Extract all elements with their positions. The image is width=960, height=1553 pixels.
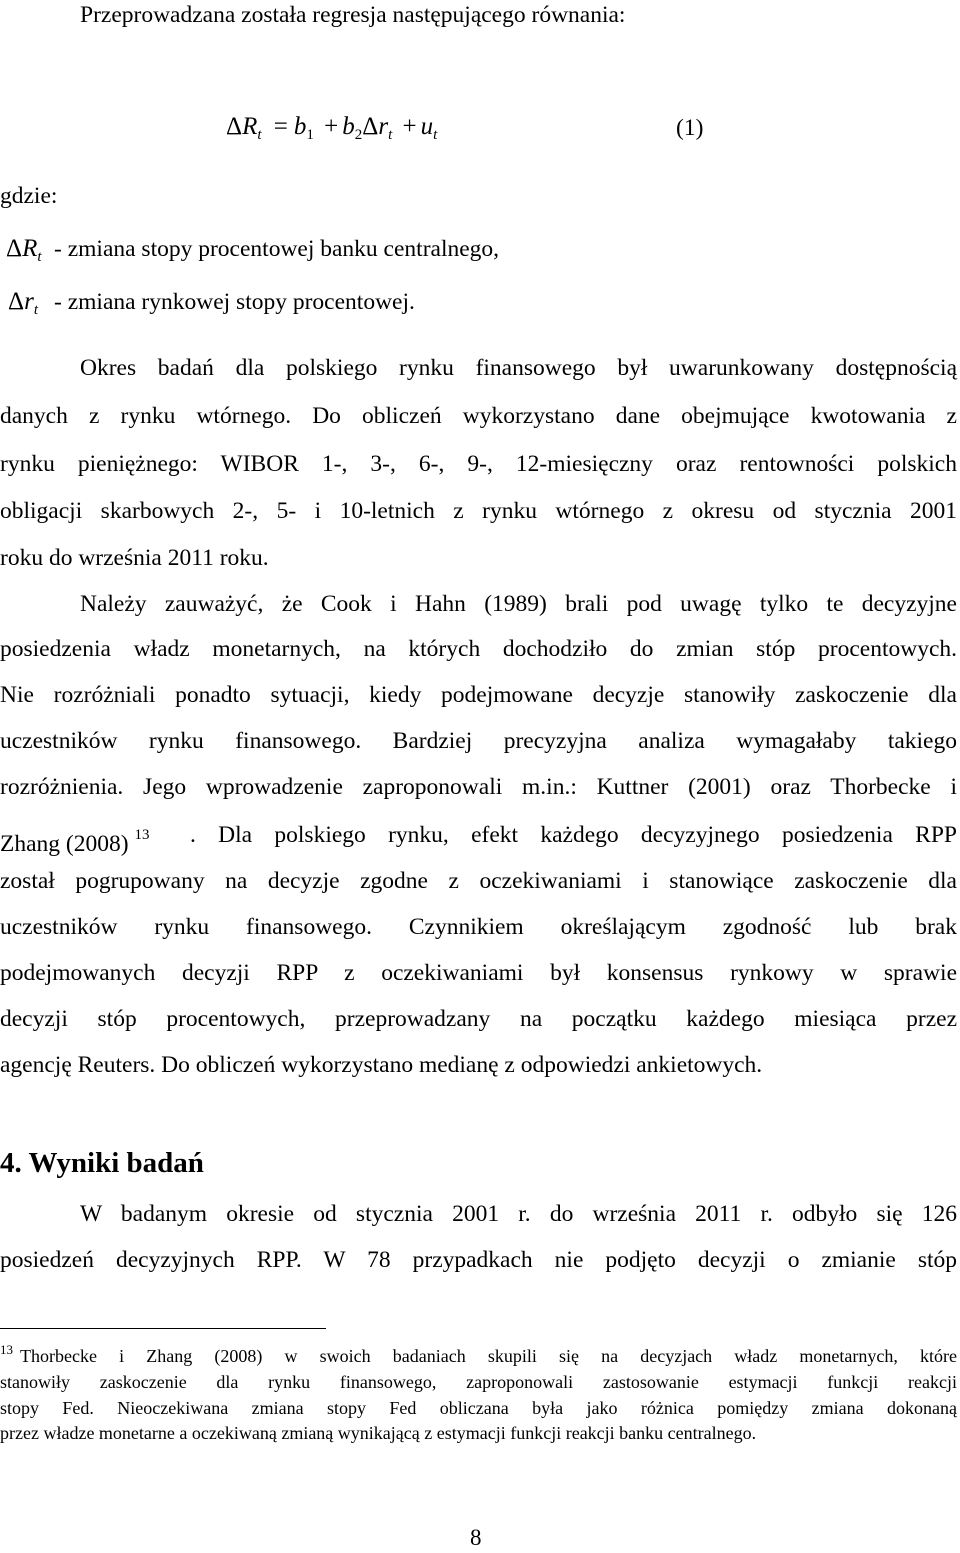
where-label: gdzie: bbox=[0, 183, 58, 209]
page-number: 8 bbox=[470, 1525, 482, 1550]
paragraph-line-with-footnote-ref bbox=[0, 820, 149, 859]
delta-symbol: Δ bbox=[226, 113, 243, 140]
eq-plus: + bbox=[402, 113, 417, 140]
paragraph-line: rozróżnienia. Jego wprowadzenie zaproponowali m.in.: Kuttner (2001) oraz Thorbecke i bbox=[0, 774, 957, 800]
paragraph-line: Należy zauważyć, że Cook i Hahn (1989) brali pod uwagę tylko te decyzyjne bbox=[80, 591, 957, 617]
definition-symbol: $\Delta r_t$ bbox=[8, 288, 38, 318]
paragraph-line: . Dla polskiego rynku, efekt każdego decyzyjnego posiedzenia RPP bbox=[190, 822, 957, 848]
paragraph-line: uczestników rynku finansowego. Bardziej precyzyjna analiza wymagałaby takiego bbox=[0, 728, 957, 754]
paragraph-line: posiedzenia władz monetarnych, na których dochodziło do zmian stóp procentowych. bbox=[0, 636, 957, 662]
paragraph-line: został pogrupowany na decyzje zgodne z oczekiwaniami i stanowiące zaskoczenie dla bbox=[0, 868, 957, 894]
footnote-line: stopy Fed. Nieoczekiwana zmiana stopy Fed obliczana była jako różnica pomiędzy zmiana dokonaną bbox=[0, 1398, 957, 1418]
equation-number: (1) bbox=[676, 115, 704, 141]
definition-symbol: $\Delta R_t$ bbox=[6, 235, 42, 265]
paragraph-line: podejmowanych decyzji RPP z oczekiwaniami był konsensus rynkowy w sprawie bbox=[0, 960, 957, 986]
definition-text: - zmiana stopy procentowej banku centralnego, bbox=[54, 236, 500, 262]
eq-lhs-var: R bbox=[242, 113, 258, 140]
regression-equation bbox=[226, 112, 437, 150]
paragraph-line: Nie rozróżniali ponadto sytuacji, kiedy podejmowane decyzje stanowiły zaskoczenie dla bbox=[0, 682, 957, 708]
eq-b1: b bbox=[293, 113, 307, 140]
footnote-number: 13 bbox=[0, 1342, 13, 1357]
footnote-line: Thorbecke i Zhang (2008) w swoich badaniach skupili się na decyzjach władz monetarnych, które bbox=[20, 1346, 957, 1366]
paragraph-line: uczestników rynku finansowego. Czynnikiem określającym zgodność lub brak bbox=[0, 914, 957, 940]
eq-b2-sub: 2 bbox=[354, 127, 363, 143]
paragraph-line: posiedzeń decyzyjnych RPP. W 78 przypadkach nie podjęto decyzji o zmianie stóp bbox=[0, 1247, 957, 1273]
paragraph-line: rynku pieniężnego: WIBOR 1-, 3-, 6-, 9-, 12-miesięczny oraz rentowności polskich bbox=[0, 451, 957, 477]
paragraph-line: agencję Reuters. Do obliczeń wykorzystano medianę z odpowiedzi ankietowych. bbox=[0, 1052, 763, 1078]
eq-b1-sub: 1 bbox=[306, 127, 314, 143]
footnote-line: przez władze monetarne a oczekiwaną zmianą wynikającą z estymacji funkcji reakcji banku centralnego. bbox=[0, 1423, 757, 1443]
eq-u: u bbox=[420, 113, 434, 140]
eq-equals: = bbox=[273, 113, 288, 140]
eq-lhs-sub: t bbox=[257, 127, 262, 143]
eq-b2: b bbox=[342, 113, 355, 140]
footnote-ref: 13 bbox=[134, 827, 150, 843]
footnote-separator bbox=[0, 1328, 326, 1329]
eq-plus: + bbox=[324, 113, 339, 140]
eq-u-sub: t bbox=[433, 127, 438, 143]
eq-r-sub: t bbox=[388, 127, 393, 143]
footnote-line: stanowiły zaskoczenie dla rynku finansowego, zaproponowali zastosowanie estymacji funkcji reakcji bbox=[0, 1372, 957, 1392]
definition-text: - zmiana rynkowej stopy procentowej. bbox=[54, 289, 415, 315]
paragraph-line: W badanym okresie od stycznia 2001 r. do września 2011 r. odbyło się 126 bbox=[80, 1201, 957, 1227]
paragraph-line: obligacji skarbowych 2-, 5- i 10-letnich z rynku wtórnego z okresu od stycznia 2001 bbox=[0, 498, 957, 524]
paragraph-line: decyzji stóp procentowych, przeprowadzany na początku każdego miesiąca przez bbox=[0, 1006, 957, 1032]
delta-symbol: Δ bbox=[362, 113, 379, 140]
eq-r: r bbox=[378, 113, 389, 140]
section-heading: 4. Wyniki badań bbox=[0, 1147, 204, 1179]
paragraph-line: Okres badań dla polskiego rynku finansowego był uwarunkowany dostępnością bbox=[80, 355, 957, 381]
line-start: Zhang (2008) bbox=[0, 831, 129, 857]
paragraph-line: danych z rynku wtórnego. Do obliczeń wykorzystano dane obejmujące kwotowania z bbox=[0, 403, 957, 429]
intro-text: Przeprowadzana została regresja następującego równania: bbox=[80, 2, 626, 28]
paragraph-line: roku do września 2011 roku. bbox=[0, 545, 269, 571]
